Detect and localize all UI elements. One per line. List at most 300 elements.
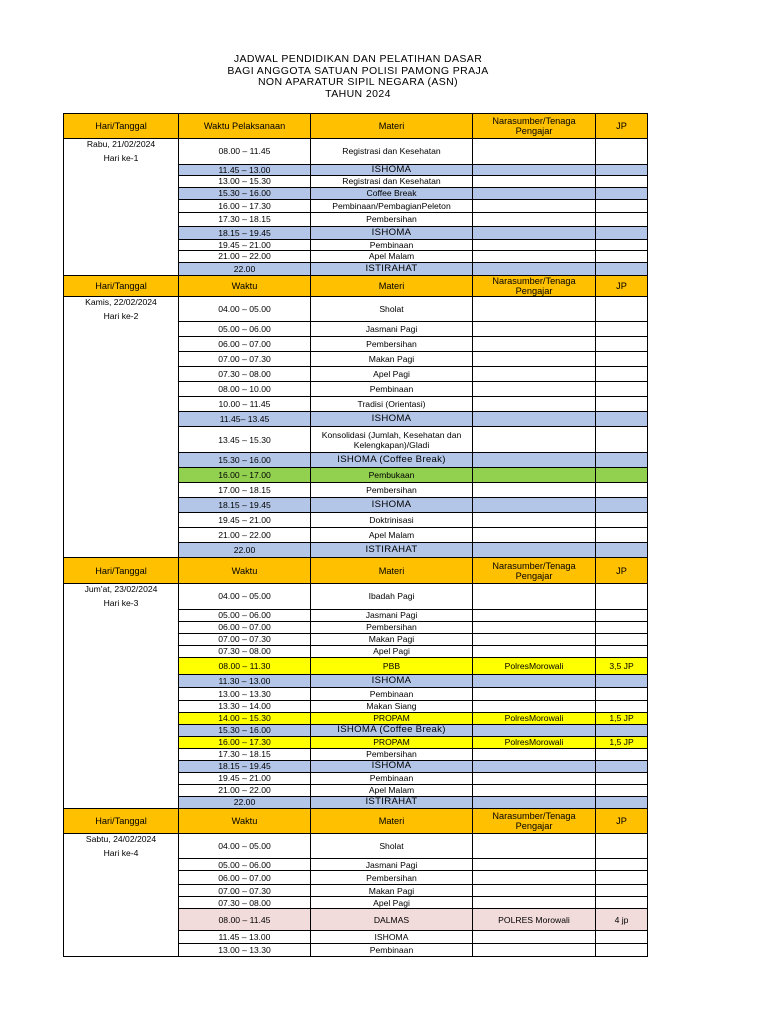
header-narasumber: Narasumber/Tenaga Pengajar [473,808,596,833]
day-cell [64,772,179,784]
header-narasumber: Narasumber/Tenaga Pengajar [473,558,596,584]
schedule-row [64,931,648,944]
narasumber-cell [473,498,596,513]
document-title [150,54,566,100]
narasumber-cell [473,760,596,772]
day-date: Kamis, 22/02/2024 [85,296,157,307]
jp-cell [596,187,648,199]
narasumber-cell: PolresMorowali [473,657,596,674]
materi-cell: Pembinaan [311,382,473,397]
narasumber-cell: PolresMorowali [473,712,596,724]
jp-cell [596,337,648,352]
jp-cell [596,859,648,871]
materi-cell: ISHOMA [311,226,473,239]
day-cell [64,687,179,700]
time-cell: 11.30 – 13.00 [179,674,311,687]
materi-cell: Makan Siang [311,700,473,712]
time-cell: 08.00 – 11.30 [179,657,311,674]
materi-cell: Registrasi dan Kesehatan [311,139,473,165]
header-materi: Materi [311,275,473,296]
materi-cell: ISTIRAHAT [311,543,473,558]
time-cell: 18.15 – 19.45 [179,760,311,772]
narasumber-cell [473,772,596,784]
jp-cell [596,250,648,262]
header-waktu: Waktu [179,558,311,584]
day-cell [64,322,179,337]
narasumber-cell [473,164,596,175]
jp-cell [596,382,648,397]
narasumber-cell [473,885,596,897]
time-cell: 08.00 – 11.45 [179,909,311,931]
time-cell: 04.00 – 05.00 [179,296,311,322]
day-cell [64,724,179,736]
narasumber-cell [473,645,596,657]
materi-cell: ISHOMA [311,412,473,427]
title-line-2: BAGI ANGGOTA SATUAN POLISI PAMONG PRAJA [227,64,489,77]
materi-cell: Pembersihan [311,748,473,760]
jp-cell [596,784,648,796]
time-cell: 19.45 – 21.00 [179,513,311,528]
materi-cell: Jasmani Pagi [311,609,473,621]
materi-cell: Pembinaan/PembagianPeleton [311,199,473,212]
schedule-row [64,712,648,724]
header-materi: Materi [311,114,473,139]
schedule-row [64,226,648,239]
header-waktu: Waktu [179,808,311,833]
jp-cell [596,199,648,212]
day-cell [64,226,179,239]
materi-cell: Registrasi dan Kesehatan [311,175,473,187]
narasumber-cell [473,352,596,367]
materi-cell: Pembersihan [311,212,473,226]
day-cell [64,262,179,275]
jp-cell [596,139,648,165]
materi-cell: PROPAM [311,736,473,748]
header-narasumber: Narasumber/Tenaga Pengajar [473,275,596,296]
narasumber-cell: POLRES Morowali [473,909,596,931]
materi-cell: Jasmani Pagi [311,322,473,337]
narasumber-cell [473,724,596,736]
narasumber-cell [473,382,596,397]
day-cell [64,164,179,175]
jp-cell [596,453,648,468]
schedule-row [64,483,648,498]
schedule-table [63,113,648,957]
schedule-row [64,250,648,262]
time-cell: 07.00 – 07.30 [179,633,311,645]
schedule-row [64,367,648,382]
time-cell: 17.00 – 18.15 [179,483,311,498]
jp-cell [596,367,648,382]
time-cell: 13.00 – 13.30 [179,687,311,700]
jp-cell [596,748,648,760]
schedule-row [64,397,648,412]
schedule-row [64,897,648,909]
time-cell: 18.15 – 19.45 [179,226,311,239]
day-cell [64,483,179,498]
materi-cell: ISHOMA [311,760,473,772]
schedule-row [64,468,648,483]
day-cell [64,657,179,674]
narasumber-cell [473,262,596,275]
narasumber-cell [473,543,596,558]
day-cell [64,513,179,528]
day-cell [64,397,179,412]
day-cell [64,352,179,367]
schedule-row [64,833,648,859]
narasumber-cell [473,175,596,187]
day-cell [64,412,179,427]
day-cell [64,712,179,724]
narasumber-cell [473,296,596,322]
schedule-row [64,212,648,226]
schedule-row [64,796,648,808]
materi-cell: Makan Pagi [311,633,473,645]
jp-cell [596,175,648,187]
narasumber-cell [473,859,596,871]
jp-cell [596,621,648,633]
materi-cell: ISTIRAHAT [311,262,473,275]
narasumber-cell [473,483,596,498]
header-hari-tanggal: Hari/Tanggal [64,558,179,584]
time-cell: 05.00 – 06.00 [179,322,311,337]
header-hari-tanggal: Hari/Tanggal [64,275,179,296]
narasumber-cell [473,239,596,250]
header-materi: Materi [311,558,473,584]
materi-cell: Pembukaan [311,468,473,483]
materi-cell: ISHOMA [311,164,473,175]
day-label: Hari ke-1 [103,153,139,163]
schedule-row [64,528,648,543]
schedule-row [64,859,648,871]
schedule-row [64,453,648,468]
day-cell [64,367,179,382]
day-cell [64,543,179,558]
schedule-row [64,412,648,427]
day-cell [64,382,179,397]
header-hari-tanggal: Hari/Tanggal [64,808,179,833]
schedule-row [64,748,648,760]
materi-cell: Sholat [311,296,473,322]
jp-cell [596,724,648,736]
narasumber-cell [473,528,596,543]
jp-cell [596,322,648,337]
time-cell: 11.45– 13.45 [179,412,311,427]
day-header-row [64,808,648,833]
time-cell: 07.30 – 08.00 [179,367,311,382]
narasumber-cell: PolresMorowali [473,736,596,748]
day-cell [64,453,179,468]
materi-cell: PBB [311,657,473,674]
jp-cell [596,412,648,427]
schedule-row [64,352,648,367]
time-cell: 06.00 – 07.00 [179,871,311,885]
materi-cell: Pembersihan [311,621,473,633]
narasumber-cell [473,609,596,621]
day-cell [64,175,179,187]
day-cell [64,859,179,871]
time-cell: 13.45 – 15.30 [179,427,311,453]
time-cell: 15.30 – 16.00 [179,724,311,736]
narasumber-cell [473,513,596,528]
jp-cell [596,164,648,175]
schedule-row [64,674,648,687]
jp-cell [596,609,648,621]
jp-cell [596,931,648,944]
time-cell: 21.00 – 22.00 [179,528,311,543]
day-cell [64,337,179,352]
materi-cell: Tradisi (Orientasi) [311,397,473,412]
materi-cell: Pembinaan [311,772,473,784]
day-cell [64,796,179,808]
time-cell: 06.00 – 07.00 [179,621,311,633]
day-cell [64,528,179,543]
header-waktu: Waktu Pelaksanaan [179,114,311,139]
day-label: Hari ke-4 [103,847,139,858]
schedule-row [64,543,648,558]
time-cell: 07.00 – 07.30 [179,352,311,367]
jp-cell [596,528,648,543]
jp-cell [596,584,648,610]
schedule-row [64,724,648,736]
materi-cell: ISHOMA (Coffee Break) [311,724,473,736]
time-cell: 19.45 – 21.00 [179,239,311,250]
materi-cell: Makan Pagi [311,885,473,897]
jp-cell: 1,5 JP [596,712,648,724]
narasumber-cell [473,427,596,453]
schedule-row [64,944,648,957]
jp-cell [596,468,648,483]
jp-cell [596,687,648,700]
materi-cell: Pembinaan [311,687,473,700]
day-cell [64,199,179,212]
day-cell [64,187,179,199]
materi-cell: ISTIRAHAT [311,796,473,808]
day-cell [64,427,179,453]
narasumber-cell [473,397,596,412]
jp-cell [596,397,648,412]
materi-cell: ISHOMA [311,498,473,513]
materi-cell: Coffee Break [311,187,473,199]
jp-cell [596,645,648,657]
time-cell: 04.00 – 05.00 [179,584,311,610]
day-cell [64,748,179,760]
schedule-row [64,187,648,199]
day-cell [64,468,179,483]
jp-cell: 1,5 JP [596,736,648,748]
narasumber-cell [473,674,596,687]
time-cell: 06.00 – 07.00 [179,337,311,352]
schedule-body [64,114,648,957]
materi-cell: Ibadah Pagi [311,584,473,610]
time-cell: 07.00 – 07.30 [179,885,311,897]
materi-cell: Apel Malam [311,250,473,262]
schedule-row [64,633,648,645]
time-cell: 22.00 [179,262,311,275]
schedule-row [64,645,648,657]
narasumber-cell [473,250,596,262]
jp-cell [596,352,648,367]
jp-cell [596,226,648,239]
narasumber-cell [473,187,596,199]
time-cell: 19.45 – 21.00 [179,772,311,784]
narasumber-cell [473,226,596,239]
schedule-row [64,736,648,748]
day-cell [64,621,179,633]
time-cell: 21.00 – 22.00 [179,250,311,262]
narasumber-cell [473,833,596,859]
schedule-row [64,262,648,275]
jp-cell [596,897,648,909]
materi-cell: Pembinaan [311,944,473,957]
time-cell: 16.00 – 17.00 [179,468,311,483]
day-header-row [64,275,648,296]
schedule-row [64,322,648,337]
time-cell: 17.30 – 18.15 [179,748,311,760]
jp-cell [596,674,648,687]
day-cell [64,139,179,165]
time-cell: 04.00 – 05.00 [179,833,311,859]
day-header-row [64,114,648,139]
narasumber-cell [473,412,596,427]
day-label: Hari ke-2 [103,310,139,321]
title-line-3: NON APARATUR SIPIL NEGARA (ASN) [257,76,459,88]
time-cell: 17.30 – 18.15 [179,212,311,226]
materi-cell: Makan Pagi [311,352,473,367]
materi-cell: Apel Malam [311,528,473,543]
narasumber-cell [473,700,596,712]
materi-cell: Doktrinisasi [311,513,473,528]
jp-cell [596,513,648,528]
narasumber-cell [473,687,596,700]
schedule-row [64,909,648,931]
schedule-row [64,164,648,175]
time-cell: 11.45 – 13.00 [179,931,311,944]
day-cell [64,944,179,957]
time-cell: 15.30 – 16.00 [179,453,311,468]
jp-cell [596,262,648,275]
time-cell: 07.30 – 08.00 [179,645,311,657]
jp-cell [596,700,648,712]
day-cell [64,250,179,262]
time-cell: 13.00 – 13.30 [179,944,311,957]
time-cell: 21.00 – 22.00 [179,784,311,796]
schedule-row [64,513,648,528]
day-cell [64,498,179,513]
materi-cell: Pembersihan [311,483,473,498]
day-cell [64,674,179,687]
materi-cell: Apel Pagi [311,645,473,657]
day-date: Jum'at, 23/02/2024 [84,584,158,594]
title-line-1: JADWAL PENDIDIKAN DAN PELATIHAN DASAR [233,53,483,65]
narasumber-cell [473,944,596,957]
day-cell [64,645,179,657]
jp-cell [596,427,648,453]
schedule-row [64,584,648,610]
schedule-row [64,700,648,712]
materi-cell: Jasmani Pagi [311,859,473,871]
time-cell: 16.00 – 17.30 [179,199,311,212]
schedule-row [64,609,648,621]
day-cell [64,296,179,322]
jp-cell [596,543,648,558]
narasumber-cell [473,468,596,483]
jp-cell [596,796,648,808]
jp-cell [596,296,648,322]
jp-cell [596,212,648,226]
day-cell [64,931,179,944]
day-label: Hari ke-3 [103,598,139,608]
day-cell [64,885,179,897]
day-cell [64,212,179,226]
day-date: Rabu, 21/02/2024 [86,139,156,149]
jp-cell: 4 jp [596,909,648,931]
header-waktu: Waktu [179,275,311,296]
time-cell: 22.00 [179,543,311,558]
materi-cell: Pembersihan [311,337,473,352]
schedule-row [64,296,648,322]
time-cell: 08.00 – 11.45 [179,139,311,165]
schedule-row [64,885,648,897]
time-cell: 18.15 – 19.45 [179,498,311,513]
jp-cell [596,871,648,885]
jp-cell: 3,5 JP [596,657,648,674]
schedule-row [64,657,648,674]
schedule-row [64,772,648,784]
day-cell [64,633,179,645]
narasumber-cell [473,139,596,165]
time-cell: 11.45 – 13.00 [179,164,311,175]
schedule-row [64,139,648,165]
narasumber-cell [473,784,596,796]
jp-cell [596,760,648,772]
title-line-4: TAHUN 2024 [325,87,391,100]
narasumber-cell [473,633,596,645]
schedule-row [64,175,648,187]
narasumber-cell [473,621,596,633]
header-hari-tanggal: Hari/Tanggal [64,114,179,139]
day-cell [64,584,179,610]
schedule-row [64,337,648,352]
jp-cell [596,239,648,250]
narasumber-cell [473,748,596,760]
materi-cell: ISHOMA [311,931,473,944]
time-cell: 14.00 – 15.30 [179,712,311,724]
narasumber-cell [473,212,596,226]
time-cell: 13.30 – 14.00 [179,700,311,712]
schedule-row [64,498,648,513]
narasumber-cell [473,871,596,885]
day-cell [64,909,179,931]
day-cell [64,736,179,748]
day-cell [64,609,179,621]
header-jp: JP [596,808,648,833]
day-cell [64,833,179,859]
day-header-row [64,558,648,584]
header-narasumber: Narasumber/Tenaga Pengajar [473,114,596,139]
jp-cell [596,885,648,897]
time-cell: 08.00 – 10.00 [179,382,311,397]
time-cell: 22.00 [179,796,311,808]
materi-cell: Apel Pagi [311,897,473,909]
header-jp: JP [596,558,648,584]
materi-cell: Apel Malam [311,784,473,796]
narasumber-cell [473,453,596,468]
header-jp: JP [596,275,648,296]
narasumber-cell [473,322,596,337]
narasumber-cell [473,931,596,944]
time-cell: 16.00 – 17.30 [179,736,311,748]
